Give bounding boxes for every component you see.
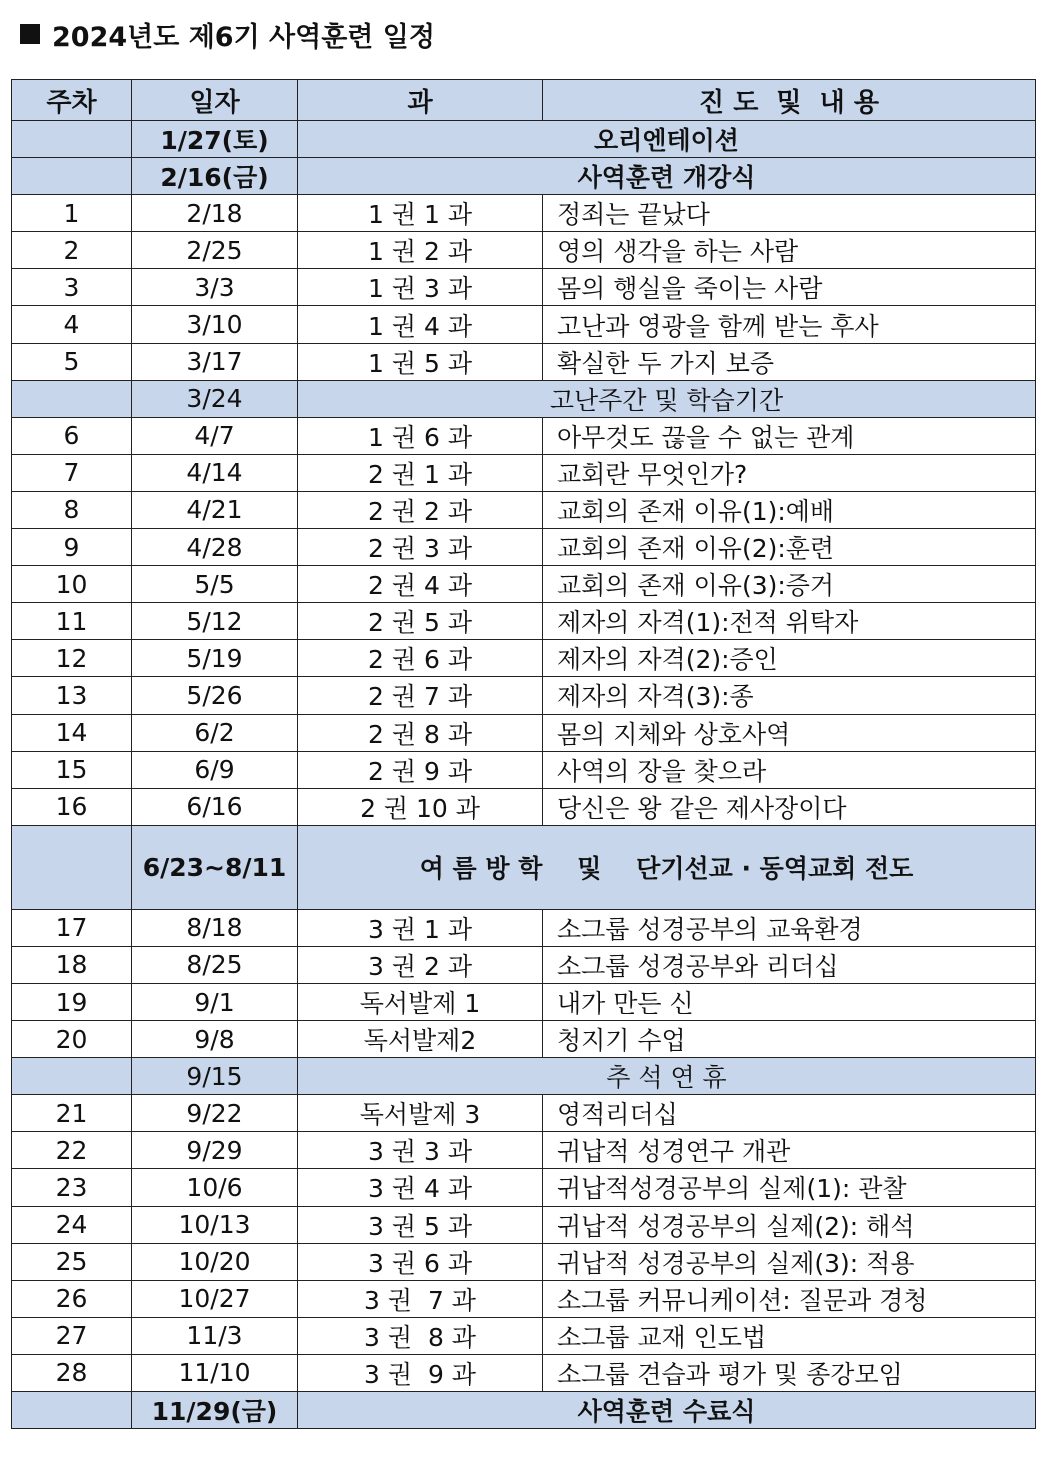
- week-cell: 17: [12, 909, 132, 946]
- week-cell: 4: [12, 306, 132, 343]
- date-cell: 2/16(금): [132, 158, 298, 195]
- date-cell: 11/29(금): [132, 1392, 298, 1429]
- content-cell: 귀납적 성경연구 개관: [543, 1132, 1036, 1169]
- week-cell: 26: [12, 1280, 132, 1317]
- date-cell: 5/5: [132, 566, 298, 603]
- table-header-row: [12, 80, 1036, 121]
- date-cell: 10/13: [132, 1206, 298, 1243]
- week-cell: [12, 121, 132, 158]
- date-cell: 10/6: [132, 1169, 298, 1206]
- event-cell: 사역훈련 수료식: [298, 1392, 1036, 1429]
- date-cell: 3/3: [132, 269, 298, 306]
- content-cell: 제자의 자격(2):증인: [543, 640, 1036, 677]
- lesson-cell: 2 권 1 과: [298, 454, 543, 491]
- lesson-cell: 3 권 1 과: [298, 909, 543, 946]
- square-bullet-icon: [20, 24, 40, 44]
- date-cell: 9/29: [132, 1132, 298, 1169]
- date-cell: 11/3: [132, 1317, 298, 1354]
- event-cell: 추 석 연 휴: [298, 1058, 1036, 1095]
- content-cell: 소그룹 성경공부와 리더십: [543, 946, 1036, 983]
- table-row: [12, 1058, 1036, 1095]
- table-row: [12, 269, 1036, 306]
- lesson-cell: 독서발제2: [298, 1021, 543, 1058]
- week-cell: 12: [12, 640, 132, 677]
- week-cell: 3: [12, 269, 132, 306]
- week-cell: [12, 158, 132, 195]
- content-cell: 확실한 두 가지 보증: [543, 343, 1036, 380]
- week-cell: 2: [12, 232, 132, 269]
- table-row: [12, 566, 1036, 603]
- date-cell: 9/15: [132, 1058, 298, 1095]
- date-cell: 6/9: [132, 751, 298, 788]
- lesson-cell: 2 권 4 과: [298, 566, 543, 603]
- lesson-cell: 1 권 6 과: [298, 417, 543, 454]
- week-cell: 1: [12, 195, 132, 232]
- table-row: [12, 946, 1036, 983]
- content-cell: 교회의 존재 이유(2):훈련: [543, 529, 1036, 566]
- document-title: [20, 12, 435, 56]
- lesson-cell: 3 권 5 과: [298, 1206, 543, 1243]
- date-cell: 3/17: [132, 343, 298, 380]
- content-cell: 영의 생각을 하는 사람: [543, 232, 1036, 269]
- lesson-cell: 3 권 9 과: [298, 1354, 543, 1391]
- table-row: [12, 232, 1036, 269]
- content-cell: 귀납적성경공부의 실제(1): 관찰: [543, 1169, 1036, 1206]
- week-cell: [12, 1058, 132, 1095]
- date-cell: 10/27: [132, 1280, 298, 1317]
- week-cell: 18: [12, 946, 132, 983]
- lesson-cell: 1 권 3 과: [298, 269, 543, 306]
- content-cell: 소그룹 커뮤니케이션: 질문과 경청: [543, 1280, 1036, 1317]
- content-cell: 고난과 영광을 함께 받는 후사: [543, 306, 1036, 343]
- lesson-cell: 3 권 8 과: [298, 1317, 543, 1354]
- lesson-cell: 2 권 10 과: [298, 788, 543, 825]
- content-cell: 소그룹 성경공부의 교육환경: [543, 909, 1036, 946]
- table-row: [12, 343, 1036, 380]
- date-cell: 9/8: [132, 1021, 298, 1058]
- date-cell: 5/26: [132, 677, 298, 714]
- content-cell: 청지기 수업: [543, 1021, 1036, 1058]
- content-cell: 제자의 자격(1):전적 위탁자: [543, 603, 1036, 640]
- table-row: [12, 1354, 1036, 1391]
- week-cell: 20: [12, 1021, 132, 1058]
- table-row: [12, 714, 1036, 751]
- week-cell: 24: [12, 1206, 132, 1243]
- content-cell: 제자의 자격(3):종: [543, 677, 1036, 714]
- week-cell: 10: [12, 566, 132, 603]
- date-cell: 8/18: [132, 909, 298, 946]
- table-row: [12, 909, 1036, 946]
- week-cell: 15: [12, 751, 132, 788]
- lesson-cell: 2 권 2 과: [298, 491, 543, 528]
- lesson-cell: 2 권 5 과: [298, 603, 543, 640]
- table-row: [12, 121, 1036, 158]
- content-cell: 귀납적 성경공부의 실제(2): 해석: [543, 1206, 1036, 1243]
- date-cell: 10/20: [132, 1243, 298, 1280]
- table-row: [12, 1095, 1036, 1132]
- content-cell: 소그룹 교재 인도법: [543, 1317, 1036, 1354]
- content-cell: 교회의 존재 이유(3):증거: [543, 566, 1036, 603]
- column-header-content: 진 도 및 내 용: [543, 80, 1036, 121]
- week-cell: 7: [12, 454, 132, 491]
- date-cell: 1/27(토): [132, 121, 298, 158]
- date-cell: 5/12: [132, 603, 298, 640]
- table-row: [12, 751, 1036, 788]
- table-row: [12, 677, 1036, 714]
- content-cell: 영적리더십: [543, 1095, 1036, 1132]
- week-cell: [12, 380, 132, 417]
- content-cell: 몸의 행실을 죽이는 사람: [543, 269, 1036, 306]
- date-cell: 2/25: [132, 232, 298, 269]
- content-cell: 교회란 무엇인가?: [543, 454, 1036, 491]
- table-row: [12, 491, 1036, 528]
- event-cell: 사역훈련 개강식: [298, 158, 1036, 195]
- table-row: [12, 1243, 1036, 1280]
- content-cell: 당신은 왕 같은 제사장이다: [543, 788, 1036, 825]
- table-row: [12, 306, 1036, 343]
- table-row: [12, 195, 1036, 232]
- week-cell: [12, 825, 132, 909]
- document-title-text: 2024년도 제6기 사역훈련 일정: [52, 21, 435, 53]
- schedule-table-body: [12, 121, 1036, 1429]
- date-cell: 6/16: [132, 788, 298, 825]
- event-cell: 오리엔테이션: [298, 121, 1036, 158]
- lesson-cell: 독서발제 3: [298, 1095, 543, 1132]
- event-cell: 고난주간 및 학습기간: [298, 380, 1036, 417]
- table-row: [12, 380, 1036, 417]
- lesson-cell: 2 권 6 과: [298, 640, 543, 677]
- week-cell: 22: [12, 1132, 132, 1169]
- date-cell: 2/18: [132, 195, 298, 232]
- lesson-cell: 1 권 2 과: [298, 232, 543, 269]
- content-cell: 내가 만든 신: [543, 983, 1036, 1020]
- lesson-cell: 독서발제 1: [298, 983, 543, 1020]
- week-cell: 27: [12, 1317, 132, 1354]
- table-row: [12, 529, 1036, 566]
- date-cell: 4/21: [132, 491, 298, 528]
- lesson-cell: 3 권 6 과: [298, 1243, 543, 1280]
- column-header-date: 일자: [132, 80, 298, 121]
- week-cell: 25: [12, 1243, 132, 1280]
- week-cell: 19: [12, 983, 132, 1020]
- lesson-cell: 1 권 1 과: [298, 195, 543, 232]
- event-cell: 여 름 방 학 및 단기선교 · 동역교회 전도: [298, 825, 1036, 909]
- week-cell: 13: [12, 677, 132, 714]
- table-row: [12, 1169, 1036, 1206]
- date-cell: 6/23~8/11: [132, 825, 298, 909]
- table-row: [12, 983, 1036, 1020]
- date-cell: 5/19: [132, 640, 298, 677]
- column-header-lesson: 과: [298, 80, 543, 121]
- table-row: [12, 1317, 1036, 1354]
- week-cell: 28: [12, 1354, 132, 1391]
- content-cell: 아무것도 끊을 수 없는 관계: [543, 417, 1036, 454]
- lesson-cell: 3 권 4 과: [298, 1169, 543, 1206]
- lesson-cell: 2 권 9 과: [298, 751, 543, 788]
- date-cell: 8/25: [132, 946, 298, 983]
- table-row: [12, 158, 1036, 195]
- table-row: [12, 603, 1036, 640]
- date-cell: 3/24: [132, 380, 298, 417]
- content-cell: 사역의 장을 찾으라: [543, 751, 1036, 788]
- table-row: [12, 454, 1036, 491]
- lesson-cell: 2 권 7 과: [298, 677, 543, 714]
- table-row: [12, 1206, 1036, 1243]
- table-row: [12, 1132, 1036, 1169]
- week-cell: 8: [12, 491, 132, 528]
- week-cell: 21: [12, 1095, 132, 1132]
- date-cell: 9/1: [132, 983, 298, 1020]
- lesson-cell: 1 권 5 과: [298, 343, 543, 380]
- date-cell: 6/2: [132, 714, 298, 751]
- week-cell: [12, 1392, 132, 1429]
- table-row: [12, 1280, 1036, 1317]
- content-cell: 몸의 지체와 상호사역: [543, 714, 1036, 751]
- lesson-cell: 3 권 3 과: [298, 1132, 543, 1169]
- table-row: [12, 825, 1036, 909]
- table-row: [12, 788, 1036, 825]
- week-cell: 23: [12, 1169, 132, 1206]
- date-cell: 4/7: [132, 417, 298, 454]
- schedule-table: [11, 79, 1036, 1429]
- date-cell: 9/22: [132, 1095, 298, 1132]
- week-cell: 14: [12, 714, 132, 751]
- week-cell: 11: [12, 603, 132, 640]
- content-cell: 귀납적 성경공부의 실제(3): 적용: [543, 1243, 1036, 1280]
- week-cell: 6: [12, 417, 132, 454]
- lesson-cell: 3 권 2 과: [298, 946, 543, 983]
- table-row: [12, 417, 1036, 454]
- lesson-cell: 1 권 4 과: [298, 306, 543, 343]
- date-cell: 4/14: [132, 454, 298, 491]
- week-cell: 9: [12, 529, 132, 566]
- lesson-cell: 2 권 3 과: [298, 529, 543, 566]
- table-row: [12, 640, 1036, 677]
- week-cell: 5: [12, 343, 132, 380]
- lesson-cell: 2 권 8 과: [298, 714, 543, 751]
- content-cell: 소그룹 견습과 평가 및 종강모임: [543, 1354, 1036, 1391]
- lesson-cell: 3 권 7 과: [298, 1280, 543, 1317]
- date-cell: 11/10: [132, 1354, 298, 1391]
- content-cell: 교회의 존재 이유(1):예배: [543, 491, 1036, 528]
- table-row: [12, 1021, 1036, 1058]
- week-cell: 16: [12, 788, 132, 825]
- table-row: [12, 1392, 1036, 1429]
- content-cell: 정죄는 끝났다: [543, 195, 1036, 232]
- column-header-week: 주차: [12, 80, 132, 121]
- date-cell: 4/28: [132, 529, 298, 566]
- date-cell: 3/10: [132, 306, 298, 343]
